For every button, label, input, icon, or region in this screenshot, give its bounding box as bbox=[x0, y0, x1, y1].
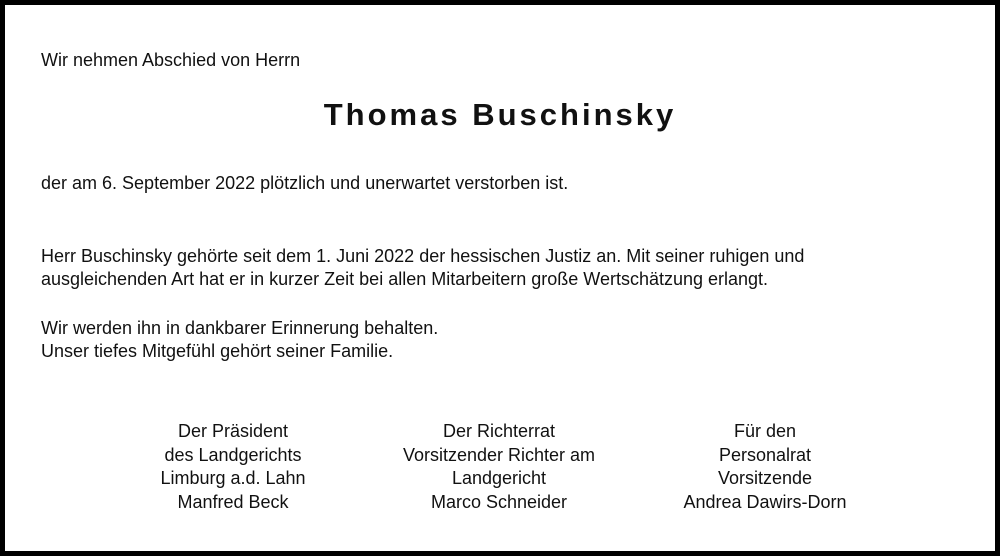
signature-line: des Landgerichts bbox=[164, 444, 302, 465]
signature-line: Der Richterrat bbox=[442, 421, 556, 441]
signature-line: Für den bbox=[733, 421, 797, 441]
condolence-line: Unser tiefes Mitgefühl gehört seiner Familie. bbox=[41, 341, 394, 361]
intro-text: Wir nehmen Abschied von Herrn bbox=[41, 50, 301, 70]
death-statement: der am 6. September 2022 plötzlich und unerwartet verstorben ist. bbox=[41, 173, 569, 193]
tribute-paragraph bbox=[41, 245, 804, 291]
deceased-name: Thomas Buschinsky bbox=[323, 97, 677, 132]
signature-judges-council bbox=[369, 420, 629, 514]
signature-president bbox=[103, 420, 363, 514]
signature-line: Der Präsident bbox=[177, 421, 289, 441]
tribute-line: ausgleichenden Art hat er in kurzer Zeit bei allen Mitarbeitern große Wertschätzung erlangt. bbox=[41, 269, 769, 289]
condolence-line: Wir werden ihn in dankbarer Erinnerung behalten. bbox=[41, 318, 439, 338]
signature-name: Manfred Beck bbox=[177, 491, 289, 512]
signature-line: Vorsitzende bbox=[717, 468, 813, 488]
signature-line: Landgericht bbox=[451, 468, 547, 488]
signature-line: Personalrat bbox=[718, 444, 812, 465]
signature-line: Limburg a.d. Lahn bbox=[160, 468, 306, 488]
signature-name: Andrea Dawirs-Dorn bbox=[683, 491, 847, 512]
tribute-line: Herr Buschinsky gehörte seit dem 1. Juni 2022 der hessischen Justiz an. Mit seiner ruhigen und bbox=[41, 246, 805, 266]
signature-staff-council bbox=[635, 420, 895, 514]
signature-name: Marco Schneider bbox=[430, 491, 568, 512]
signature-line: Vorsitzender Richter am bbox=[402, 444, 596, 465]
condolence-paragraph bbox=[41, 317, 438, 363]
